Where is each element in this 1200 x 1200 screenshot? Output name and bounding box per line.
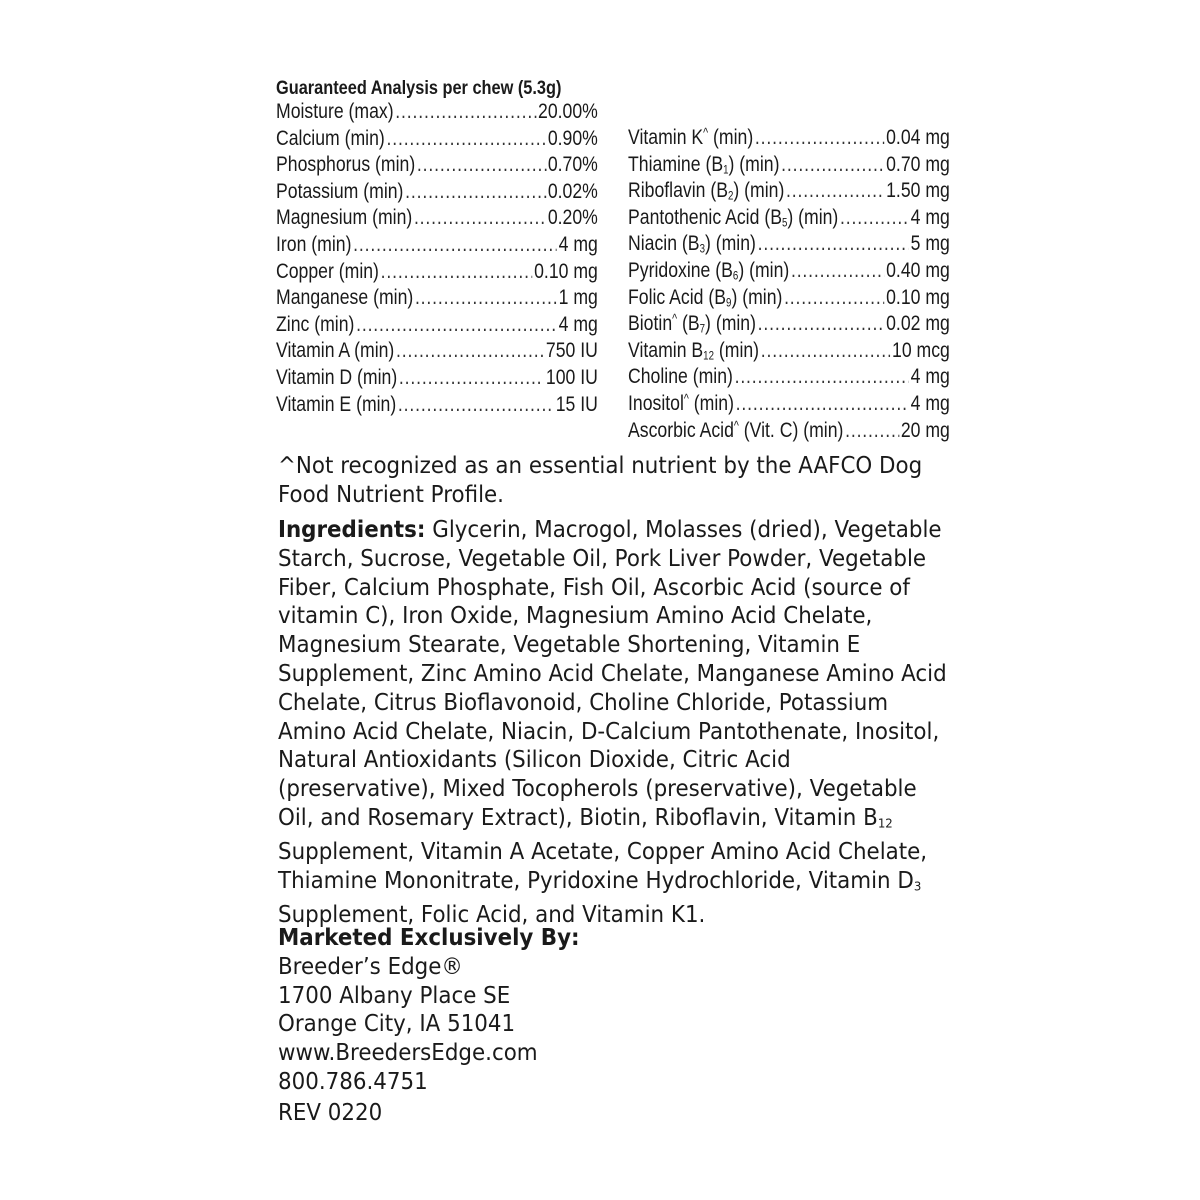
nutrient-value: 0.40 mg	[886, 258, 950, 282]
nutrient-value: 1.50 mg	[886, 179, 950, 203]
nutrient-value: 0.04 mg	[886, 126, 950, 149]
dot-leader	[415, 286, 557, 310]
guaranteed-analysis-table	[276, 100, 966, 450]
nutrient-value: 4 mg	[558, 232, 598, 256]
nutrient-value: 0.02%	[547, 179, 598, 203]
analysis-row	[276, 153, 598, 180]
nutrient-name: Magnesium (min)	[276, 206, 413, 230]
dot-leader	[840, 206, 909, 230]
analysis-row	[628, 419, 950, 446]
nutrient-name: Copper (min)	[276, 259, 379, 283]
nutrient-name: Potassium (min)	[276, 179, 404, 203]
dot-leader	[736, 392, 909, 416]
nutrient-value: 5 mg	[910, 232, 950, 256]
nutrient-name: Pyridoxine $(B_6)$ (min)	[628, 258, 790, 283]
website-link[interactable]: www.BreedersEdge.com	[278, 1040, 538, 1067]
dot-leader	[735, 365, 909, 389]
nutrient-name: Pantothenic Acid $(B_5)$ (min)	[628, 205, 839, 230]
dot-leader	[399, 366, 544, 390]
nutrient-name: Iron (min)	[276, 232, 352, 256]
dot-leader	[786, 179, 884, 203]
revision-code: REV 0220	[278, 1100, 383, 1126]
address-line-1: 1700 Albany Place SE	[278, 982, 511, 1009]
nutrient-value: 20 mg	[900, 418, 950, 442]
dot-leader	[761, 339, 891, 363]
nutrient-value: 4 mg	[910, 365, 950, 389]
nutrient-name: Vitamin $B_{12}$ (min)	[628, 338, 760, 363]
ingredients-label: Ingredients:	[278, 517, 426, 543]
nutrient-name: Vitamin E (min)	[276, 392, 397, 416]
nutrient-value: 100 IU	[545, 365, 598, 389]
nutrient-value: 4 mg	[910, 391, 950, 415]
analysis-row	[628, 232, 950, 259]
analysis-row	[276, 100, 598, 127]
analysis-row	[628, 206, 950, 233]
analysis-row	[628, 392, 950, 419]
nutrient-name: Thiamine $(B_1)$ (min)	[628, 152, 780, 176]
nutrient-name: Moisture (max)	[276, 100, 394, 123]
analysis-row	[276, 127, 598, 154]
nutrient-name: Choline (min)	[628, 365, 733, 389]
ingredients-block	[278, 516, 948, 930]
analysis-column-left	[276, 100, 598, 419]
nutrient-name: Inositol^ (min)	[628, 391, 734, 415]
company-name: Breeder’s Edge®	[278, 953, 463, 980]
nutrient-value: 15 IU	[555, 392, 598, 416]
nutrient-value: 20.00%	[538, 100, 598, 123]
marketer-block	[278, 924, 920, 1097]
analysis-row	[276, 180, 598, 207]
dot-leader	[396, 339, 544, 363]
nutrient-name: Calcium (min)	[276, 126, 385, 150]
nutrient-value: 4 mg	[910, 205, 950, 229]
analysis-row	[276, 393, 598, 420]
nutrient-value: 750 IU	[545, 339, 598, 363]
analysis-row	[628, 259, 950, 286]
nutrient-value: 4 mg	[558, 312, 598, 336]
dot-leader	[398, 393, 554, 417]
analysis-row	[628, 312, 950, 339]
nutrient-value: 0.02 mg	[886, 312, 950, 336]
analysis-row	[628, 339, 950, 366]
analysis-row	[276, 233, 598, 260]
dot-leader	[405, 180, 546, 204]
nutrient-value: 0.20%	[547, 206, 598, 230]
nutrient-name: Niacin $(B_3)$ (min)	[628, 232, 756, 256]
nutrient-value: 10 mcg	[892, 338, 950, 362]
dot-leader	[781, 153, 884, 177]
dot-leader	[784, 286, 884, 310]
analysis-row	[628, 153, 950, 180]
guaranteed-analysis-heading: Guaranteed Analysis per chew (5.3g)	[276, 78, 562, 99]
dot-leader	[758, 312, 885, 336]
nutrient-name: Biotin^ $(B_7)$ (min)	[628, 312, 756, 336]
aafco-footnote: ^Not recognized as an essential nutrient by the AAFCO Dog Food Nutrient Profile.	[278, 453, 923, 508]
nutrient-value: 1 mg	[558, 286, 598, 310]
dot-leader	[758, 232, 909, 256]
ingredients-text: Glycerin, Macrogol, Molasses (dried), Vegetable Starch, Sucrose, Vegetable Oil, Pork Liver Powder, Vegetable Fiber, Calcium Phosphate, Fish Oil, Ascorbic Acid (source of vitamin C), Iron Oxide, Magnesium Amino Acid Chelate, Magnesium Stearate, Vegetable Shortening, Vitamin E Supplement, Zinc Amino Acid Chelate, Manganese Amino Acid Chelate, Citrus Bioflavonoid, Choline Chloride, Potassium Amino Acid Chelate, Niacin, D-Calcium Pantothenate, Inositol, Natural Antioxidants (Silicon Dioxide, Citric Acid (preservative), Mixed Tocopherols (preservative), Vegetable Oil, and Rosemary Extract), Biotin, Riboflavin, Vitamin $B_{12}$ Supplement, Vitamin A Acetate, Copper Amino Acid Chelate, Thiamine Mononitrate, Pyridoxine Hydrochloride, Vitamin $D_3$ Supplement, Folic Acid, and Vitamin K1.	[278, 517, 947, 929]
analysis-row	[628, 179, 950, 206]
nutrient-name: Manganese (min)	[276, 286, 414, 310]
nutrient-name: Riboflavin $(B_2)$ (min)	[628, 179, 785, 203]
dot-leader	[386, 127, 546, 151]
dot-leader	[356, 313, 557, 337]
nutrient-name: Vitamin A (min)	[276, 339, 395, 363]
analysis-row	[276, 366, 598, 393]
nutrient-name: Zinc (min)	[276, 312, 355, 336]
analysis-row	[276, 206, 598, 233]
analysis-row	[628, 286, 950, 313]
analysis-column-right	[628, 126, 950, 445]
analysis-row	[276, 313, 598, 340]
dot-leader	[381, 260, 533, 284]
nutrient-name: Phosphorus (min)	[276, 153, 416, 177]
dot-leader	[755, 126, 885, 150]
analysis-row	[628, 365, 950, 392]
nutrient-name: Vitamin D (min)	[276, 365, 398, 389]
guaranteed-analysis-panel	[276, 78, 966, 450]
nutrient-name: Ascorbic Acid^ (Vit. C) (min)	[628, 418, 844, 442]
nutrient-value: 0.70%	[547, 153, 598, 177]
dot-leader	[353, 233, 557, 257]
analysis-row	[276, 286, 598, 313]
nutrient-value: 0.70 mg	[886, 152, 950, 176]
marketed-by-label: Marketed Exclusively By:	[278, 925, 580, 951]
analysis-row	[276, 339, 598, 366]
nutrient-value: 0.10 mg	[886, 285, 950, 309]
nutrient-value: 0.90%	[547, 126, 598, 150]
nutrient-value: 0.10 mg	[534, 259, 598, 283]
analysis-row	[276, 260, 598, 287]
dot-leader	[791, 259, 884, 283]
nutrient-name: Vitamin K^ (min)	[628, 126, 754, 149]
dot-leader	[414, 206, 546, 230]
nutrient-name: Folic Acid $(B_9)$ (min)	[628, 285, 783, 309]
dot-leader	[395, 100, 536, 124]
phone-number: 800.786.4751	[278, 1068, 428, 1095]
address-line-2: Orange City, IA 51041	[278, 1011, 516, 1038]
dot-leader	[417, 153, 546, 177]
analysis-row	[628, 126, 950, 153]
dot-leader	[845, 419, 899, 443]
